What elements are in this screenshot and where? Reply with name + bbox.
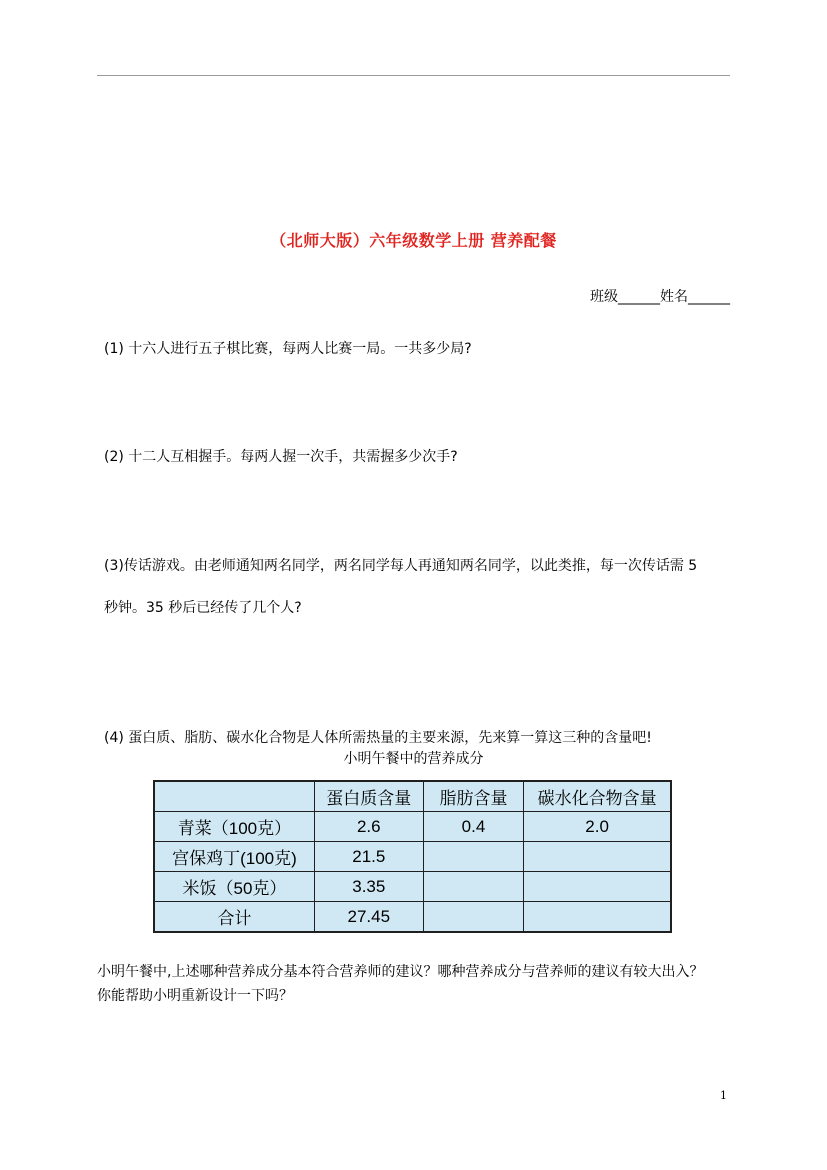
table-cell: 2.6 xyxy=(314,812,423,842)
table-cell: 27.45 xyxy=(314,902,423,933)
table-cell: 米饭（50克） xyxy=(154,872,314,902)
table-header-cell xyxy=(154,781,314,812)
page-title: （北师大版）六年级数学上册 营养配餐 xyxy=(270,231,557,250)
closing-question-line-2: 你能帮助小明重新设计一下吗？ xyxy=(97,988,293,1004)
nutrition-table xyxy=(153,780,672,933)
table-cell: 21.5 xyxy=(314,842,423,872)
table-caption: 小明午餐中的营养成分 xyxy=(343,751,484,767)
table-cell: 宫保鸡丁(100克) xyxy=(154,842,314,872)
table-header-cell: 脂肪含量 xyxy=(423,781,524,812)
table-cell: 2.0 xyxy=(524,812,671,842)
table-cell: 合计 xyxy=(154,902,314,933)
header-divider xyxy=(97,75,730,76)
table-header-cell: 蛋白质含量 xyxy=(314,781,423,812)
table-row xyxy=(154,812,671,842)
table-row xyxy=(154,872,671,902)
table-cell xyxy=(423,872,524,902)
question-2: (2) 十二人互相握手。每两人握一次手，共需握多少次手? xyxy=(104,449,458,465)
table-cell xyxy=(524,842,671,872)
table-header-row xyxy=(154,781,671,812)
table-row xyxy=(154,842,671,872)
table-row xyxy=(154,902,671,933)
table-cell xyxy=(524,872,671,902)
question-3-line-1: (3)传话游戏。由老师通知两名同学，两名同学每人再通知两名同学，以此类推，每一次传话需 5 xyxy=(104,558,698,574)
question-1: (1) 十六人进行五子棋比赛，每两人比赛一局。一共多少局? xyxy=(104,341,472,357)
table-cell: 0.4 xyxy=(423,812,524,842)
table-cell xyxy=(423,902,524,933)
table-cell: 3.35 xyxy=(314,872,423,902)
page-number: 1 xyxy=(720,1089,727,1102)
class-name-line: 班级______姓名______ xyxy=(590,289,730,305)
closing-question-line-1: 小明午餐中,上述哪种营养成分基本符合营养师的建议？哪种营养成分与营养师的建议有较大出入？ xyxy=(97,964,704,980)
question-3-line-2: 秒钟。35 秒后已经传了几个人? xyxy=(104,600,302,616)
table-cell: 青菜（100克） xyxy=(154,812,314,842)
table-cell xyxy=(423,842,524,872)
question-4: (4) 蛋白质、脂肪、碳水化合物是人体所需热量的主要来源，先来算一算这三种的含量吧! xyxy=(104,730,652,746)
table-cell xyxy=(524,902,671,933)
table-header-cell: 碳水化合物含量 xyxy=(524,781,671,812)
